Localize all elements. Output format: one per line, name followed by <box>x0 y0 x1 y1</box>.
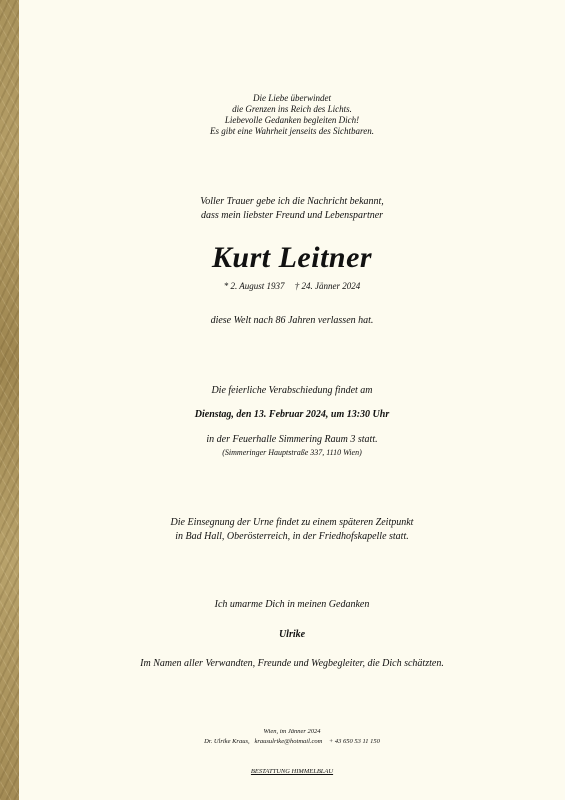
ceremony-address: (Simmeringer Hauptstraße 337, 1110 Wien) <box>222 448 362 457</box>
ceremony-location: in der Feuerhalle Simmering Raum 3 statt. <box>206 434 378 445</box>
decorative-border <box>0 0 19 800</box>
urn-line-1: Die Einsegnung der Urne findet zu einem späteren Zeitpunkt <box>170 517 414 528</box>
poem-line-1: Die Liebe überwindet <box>253 93 331 103</box>
poem-line-2: die Grenzen ins Reich des Lichts. <box>232 104 352 114</box>
footer-place-date: Wien, im Jänner 2024 <box>263 728 321 735</box>
death-date: † 24. Jänner 2024 <box>294 281 361 291</box>
birth-date: * 2. August 1937 <box>223 281 285 291</box>
footer-contact: Dr. Ulrike Kraus, krausulrike@hotmail.com + 43 650 53 11 150 <box>204 738 380 745</box>
deceased-name: Kurt Leitner <box>211 241 373 274</box>
ceremony-intro: Die feierliche Verabschiedung findet am <box>211 385 373 396</box>
embrace-line: Ich umarme Dich in meinen Gedanken <box>214 599 370 610</box>
age-line: diese Welt nach 86 Jahren verlassen hat. <box>210 315 374 326</box>
intro-line-1: Voller Trauer gebe ich die Nachricht bekannt, <box>200 196 384 207</box>
signature: Ulrike <box>278 629 306 640</box>
obituary-notice <box>19 0 565 800</box>
footer-undertaker: BESTATTUNG HIMMELBLAU <box>250 768 334 775</box>
poem-line-3: Liebevolle Gedanken begleiten Dich! <box>224 115 360 125</box>
urn-line-2: in Bad Hall, Oberösterreich, in der Friedhofskapelle statt. <box>175 531 409 542</box>
on-behalf-line: Im Namen aller Verwandten, Freunde und Wegbegleiter, die Dich schätzten. <box>140 658 444 669</box>
life-dates <box>19 281 565 291</box>
ceremony-datetime: Dienstag, den 13. Februar 2024, um 13:30 Uhr <box>194 409 390 420</box>
intro-line-2: dass mein liebster Freund und Lebenspartner <box>200 210 384 221</box>
poem-line-4: Es gibt eine Wahrheit jenseits des Sichtbaren. <box>210 126 374 136</box>
